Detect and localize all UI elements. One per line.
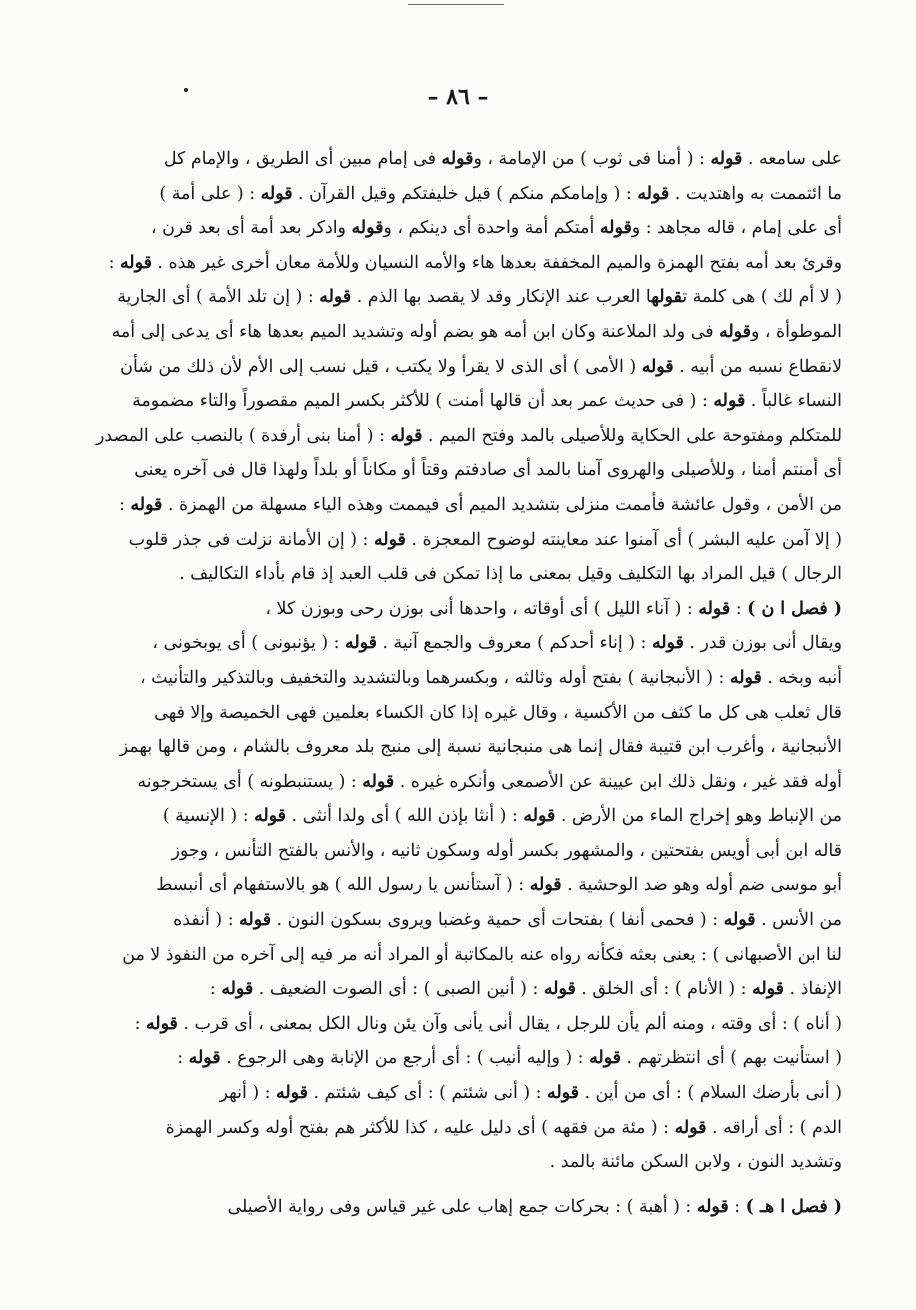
text-line: أوله فقد غير ، ونقل ذلك ابن عيينة عن الأصمعى وأنكره غيره . قوله : ( يستنبطونه ) أى يستخرجونه [137, 771, 842, 792]
text-line: قاله ابن أبى أويس بفتحتين ، والمشهور بكسر أوله وسكون ثانيه ، والأنس بالفتح التأنس ، وجوز [171, 840, 842, 861]
text-line: الإنفاذ . قوله : ( الأنام ) : أى الخلق . قوله : ( أنين الصبى ) : أى الصوت الضعيف . قوله : [209, 979, 842, 1000]
text-line: من الأنس . قوله : ( فحمى أنفا ) بفتحات أى حمية وغضبا ويروى بسكون النون . قوله : ( أنفذه [173, 910, 842, 931]
text-line: الرجال ) قيل المراد بها التكليف وقيل بمعنى ما إذا تمكن فى قلب العبد إذ قام بأداء التكاليف . [179, 564, 842, 585]
text-line: من الأمن ، وقول عائشة فأممت منزلى بتشديد الميم أى فيممت وهذه الياء مسهلة من الهمزة . قوله : [119, 494, 842, 515]
text-line: ما ائتممت به واهتديت . قوله : ( وإمامكم منكم ) قيل خليفتكم وقيل القرآن . قوله : ( على أمة ) [159, 183, 842, 204]
body-text [74, 142, 842, 1224]
text-line: ( لا أم لك ) هى كلمة تقولها العرب عند الإنكار وقد لا يقصد بها الذم . قوله : ( إن تلد الأمة ) أى الجارية [117, 287, 842, 308]
text-line: الدم ) : أى أراقه . قوله : ( مئة من فقهه ) أى دليل عليه ، كذا للأكثر هم بفتح أوله وكسر الهمزة [165, 1117, 842, 1138]
text-line: أى على إمام ، قاله مجاهد : وقوله أمتكم أمة واحدة أى دينكم ، وقوله وادكر بعد أمة أى بعد قرن ، [151, 218, 842, 239]
text-line: الأنبجانية ، وأغرب ابن قتيبة فقال إنما هى منبجانية نسبة إلى منبج بلد معروف بالشام ، ومن قالها بهمز [119, 737, 842, 758]
page-number: – ٨٦ – [427, 84, 489, 110]
text-line: وقرئ بعد أمه بفتح الهمزة والميم المخففة بعدها هاء والأمه النسيان وللأمة معان أخرى غير هذه . قوله : [108, 252, 842, 273]
section-heading-line: ( فصل ا ن ) : قوله : ( آناء الليل ) أى أوقاته ، واحدها أنى بوزن رحى وبوزن كلا ، [265, 598, 842, 619]
text-line: أى أمنتم أمنا ، وللأصيلى والهروى آمنا بالمد أى صادفتم وقتاً أو مكاناً أو بلداً ولهذا قال فى آخره يعنى [134, 460, 842, 481]
section-heading-line: ( فصل ا هـ ) : قوله : ( أهبة ) : بحركات جمع إهاب على غير قياس وفى رواية الأصيلى [227, 1196, 842, 1217]
text-line: ( إلا آمن عليه البشر ) أى آمنوا عند معاينته لوضوح المعجزة . قوله : ( إن الأمانة نزلت فى جذر قلوب [128, 529, 842, 550]
text-line: ( أناه ) : أى وقته ، ومنه ألم يأن للرجل ، يقال أنى يأنى وآن يئن ونال الكل بمعنى ، أى قرب . قوله : [134, 1013, 842, 1034]
text-line: أبو موسى ضم أوله وهو ضد الوحشية . قوله : ( آستأنس يا رسول الله ) هو بالاستفهام أى أنبسط [156, 875, 842, 896]
text-line: على سامعه . قوله : ( أمنا فى ثوب ) من الإمامة ، وقوله فى إمام مبين أى الطريق ، والإمام كل [163, 149, 842, 169]
text-line: الموطوأة ، وقوله فى ولد الملاعنة وكان ابن أمه هو بضم أوله وتشديد الميم بعدها هاء أى يدعى إلى أمه [111, 321, 842, 342]
text-line: ( استأنيت بهم ) أى انتظرتهم . قوله : ( وإليه أنيب ) : أى أرجع من الإنابة وهى الرجوع . قوله : [177, 1048, 842, 1069]
text-line: وتشديد النون ، ولابن السكن مائنة بالمد . [549, 1152, 842, 1173]
text-line: للمتكلم ومفتوحة على الحكاية وللأصيلى بالمد وفتح الميم . قوله : ( أمنا بنى أرفدة ) بالنصب على المصدر [95, 425, 842, 446]
text-line: ( أنى بأرضك السلام ) : أى من أين . قوله : ( أنى شئتم ) : أى كيف شئتم . قوله : ( أنهر [219, 1083, 842, 1104]
text-line: ويقال أنى بوزن قدر . قوله : ( إناء أحدكم ) معروف والجمع آنية . قوله : ( يؤنبونى ) أى يوبخونى ، [152, 633, 842, 654]
top-rule [408, 4, 504, 5]
text-line: النساء غالباً . قوله : ( فى حديث عمر بعد أن قالها أمنت ) للأكثر بكسر الميم مقصوراً والتاء مضمومة [132, 391, 842, 412]
text-line: أنبه وبخه . قوله : ( الأنبجانية ) بفتح أوله وثالثه ، وبكسرهما وبالتشديد والتخفيف وبالتذكير والتأنيث ، [139, 667, 842, 688]
text-line: لانقطاع نسبه من أبيه . قوله ( الأمى ) أى الذى لا يقرأ ولا يكتب ، قيل نسب إلى الأم لأن ذلك من شأن [120, 356, 842, 377]
text-line: من الإنباط وهو إخراج الماء من الأرض . قوله : ( أنثا بإذن الله ) أى ولدا أنثى . قوله : ( الإنسية ) [162, 806, 842, 827]
text-line: لنا ابن الأصبهانى ) : يعنى بعثه فكأنه رواه عنه بالمكاتبة أو المراد أنه مر فيه إلى آخره من النفوذ لا من [122, 944, 842, 965]
text-line: قال ثعلب هى كل ما كثف من الأكسية ، وقال غيره إذا كان الكساء بعلمين فهى الخميصة وإلا فهى [154, 702, 842, 723]
